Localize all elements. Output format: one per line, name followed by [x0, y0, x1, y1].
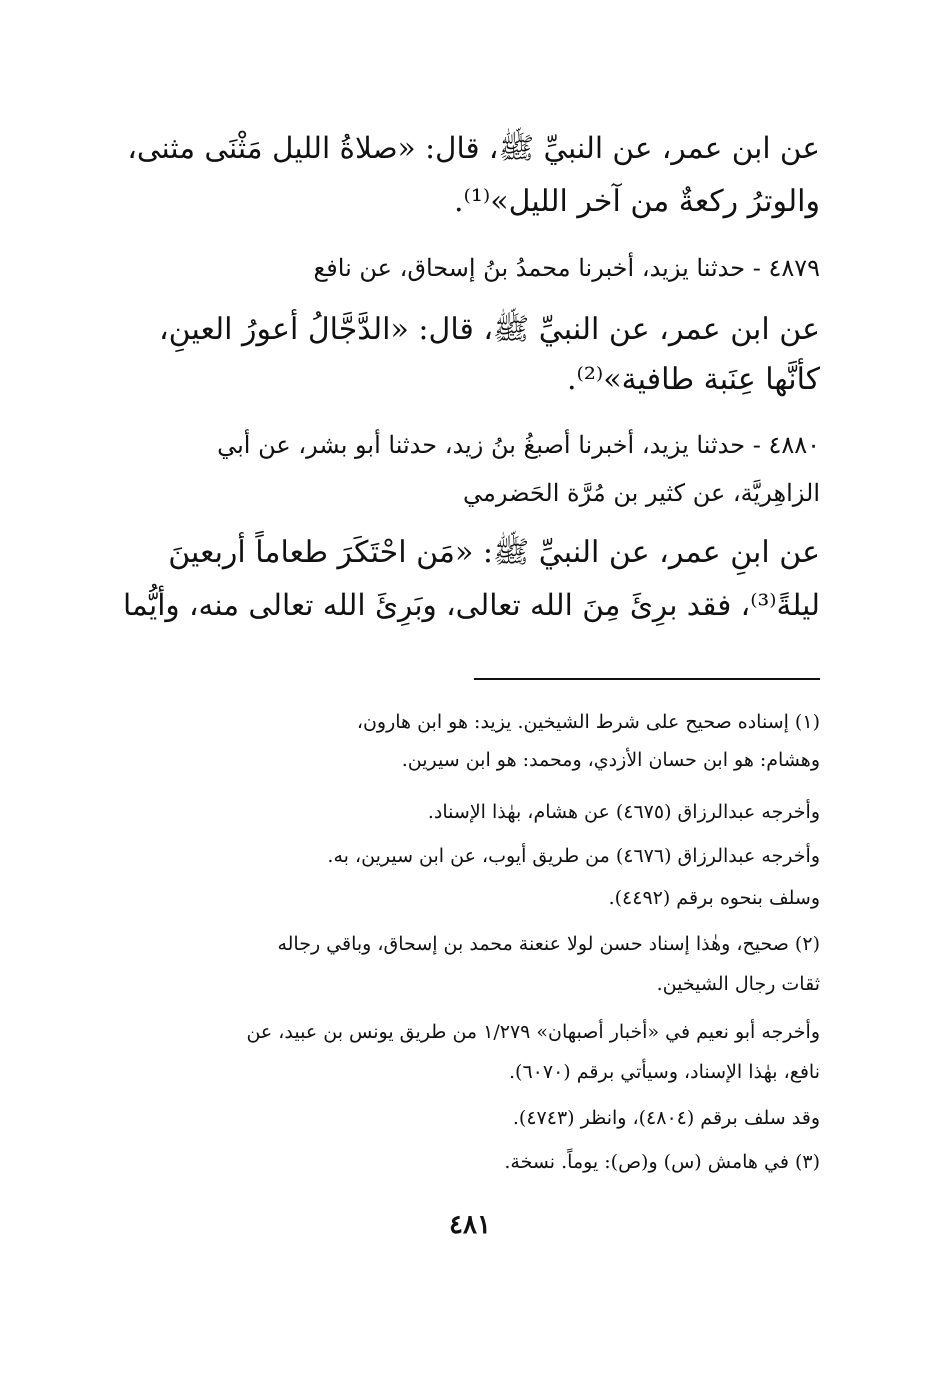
footnote-2-line-4: نافع، بهٰذا الإسناد، وسيأتي برقم (٦٠٧٠).: [509, 1061, 820, 1083]
hadith-4879-matn-line-2: كأنَّها عِنَبة طافية»⁽²⁾.: [566, 362, 820, 397]
footnote-1-line-1: (١) إسناده صحيح على شرط الشيخين. يزيد: هو ابن هارون،: [356, 711, 820, 733]
footnote-divider: [474, 678, 820, 680]
footnote-1-line-2: وهشام: هو ابن حسان الأزدي، ومحمد: هو ابن سيرين.: [401, 749, 820, 771]
hadith-4880-isnad-line-1: ٤٨٨٠ - حدثنا يزيد، أخبرنا أصبغُ بنُ زيد، حدثنا أبو بشر، عن أبي: [217, 431, 820, 459]
footnote-2-line-3: وأخرجه أبو نعيم في «أخبار أصبهان» ١/٢٧٩ من طريق يونس بن عبيد، عن: [246, 1021, 820, 1043]
footnote-1-line-4: وأخرجه عبدالرزاق (٤٦٧٦) من طريق أيوب، عن ابن سيرين، به.: [327, 845, 820, 867]
hadith-4880-isnad-line-2: الزاهِريَّة، عن كثير بن مُرَّة الحَضرمي: [463, 479, 820, 507]
page-number: ٤٨١: [449, 1210, 491, 1240]
footnote-2-line-2: ثقات رجال الشيخين.: [656, 973, 820, 995]
footnote-1-line-3: وأخرجه عبدالرزاق (٤٦٧٥) عن هشام، بهٰذا الإسناد.: [427, 801, 820, 823]
hadith-4878-matn-line-1: عن ابن عمر، عن النبيِّ ﷺ، قال: «صلاةُ الليل مَثْنَى مثنى،: [127, 131, 820, 165]
hadith-4878-matn-line-2: والوترُ ركعةٌ من آخر الليل»⁽¹⁾.: [453, 184, 820, 219]
footnote-2-line-5: وقد سلف برقم (٤٨٠٤)، وانظر (٤٧٤٣).: [512, 1107, 820, 1129]
footnote-2-line-1: (٢) صحيح، وهٰذا إسناد حسن لولا عنعنة محمد بن إسحاق، وباقي رجاله: [277, 933, 820, 955]
hadith-4879-isnad: ٤٨٧٩ - حدثنا يزيد، أخبرنا محمدُ بنُ إسحاق، عن نافع: [313, 254, 820, 282]
hadith-4880-matn-line-2: ليلةً⁽³⁾، فقد برِئَ مِنَ الله تعالى، وبَرِئَ الله تعالى منه، وأيُّما: [122, 588, 820, 622]
hadith-4880-matn-line-1: عن ابنِ عمر، عن النبيِّ ﷺ: «مَن احْتَكَرَ طعاماً أربعينَ: [168, 535, 820, 570]
hadith-4879-matn-line-1: عن ابن عمر، عن النبيِّ ﷺ، قال: «الدَّجَّالُ أعورُ العينِ،: [159, 312, 820, 347]
footnote-1-line-5: وسلف بنحوه برقم (٤٤٩٢).: [608, 887, 820, 909]
footnote-3-line-1: (٣) في هامش (س) و(ص): يوماً. نسخة.: [504, 1151, 820, 1173]
